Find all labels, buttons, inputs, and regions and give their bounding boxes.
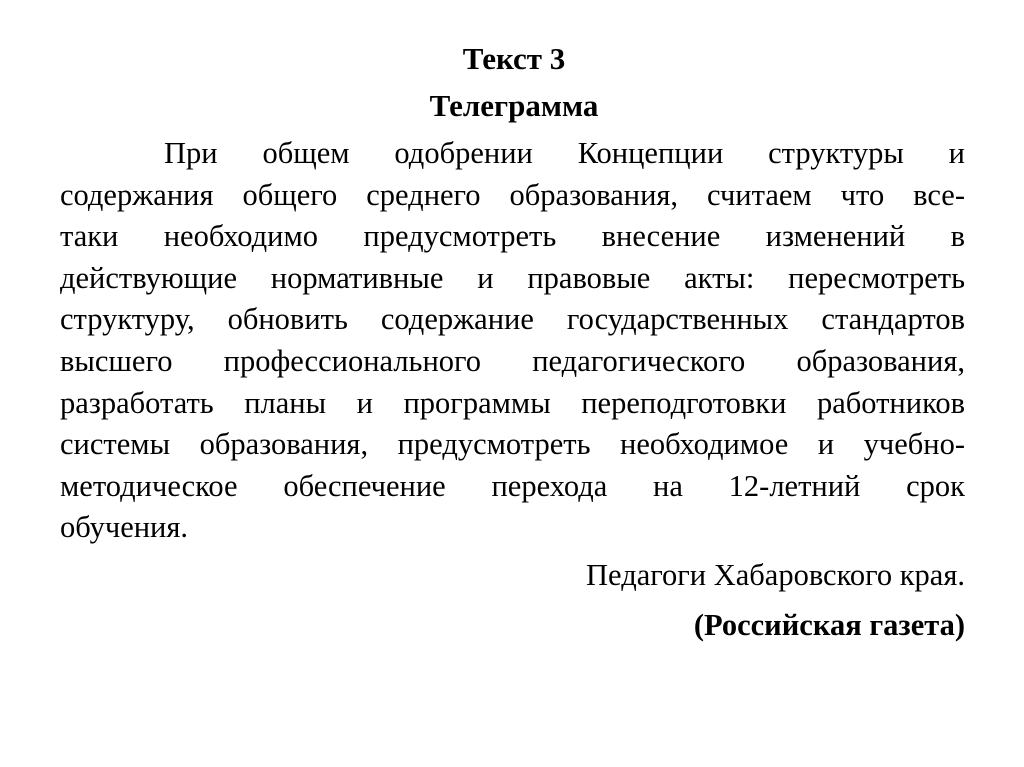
body-line: При общем одобрении Концепции структуры и	[164, 136, 965, 170]
body-line: таки необходимо предусмотреть внесение изменений в	[60, 219, 965, 254]
document-title: Телеграмма	[429, 88, 599, 123]
body-line: методическое обеспечение перехода на 12-летний срок	[60, 468, 965, 503]
body-paragraph	[60, 133, 965, 549]
body-line: разработать планы и программы переподготовки работников	[60, 385, 965, 420]
source-citation: (Российская газета)	[693, 608, 965, 642]
body-line: высшего профессионального педагогического образования,	[60, 343, 965, 378]
signature: Педагоги Хабаровского края.	[586, 558, 965, 592]
body-line: действующие нормативные и правовые акты: пересмотреть	[60, 260, 965, 295]
text-number-heading: Текст 3	[462, 41, 566, 76]
body-line: системы образования, предусмотреть необходимое и учебно-	[60, 427, 965, 462]
body-line: структуру, обновить содержание государственных стандартов	[60, 302, 965, 337]
body-line-last: обучения.	[60, 510, 189, 545]
body-line: содержания общего среднего образования, считаем что все-	[60, 177, 965, 212]
